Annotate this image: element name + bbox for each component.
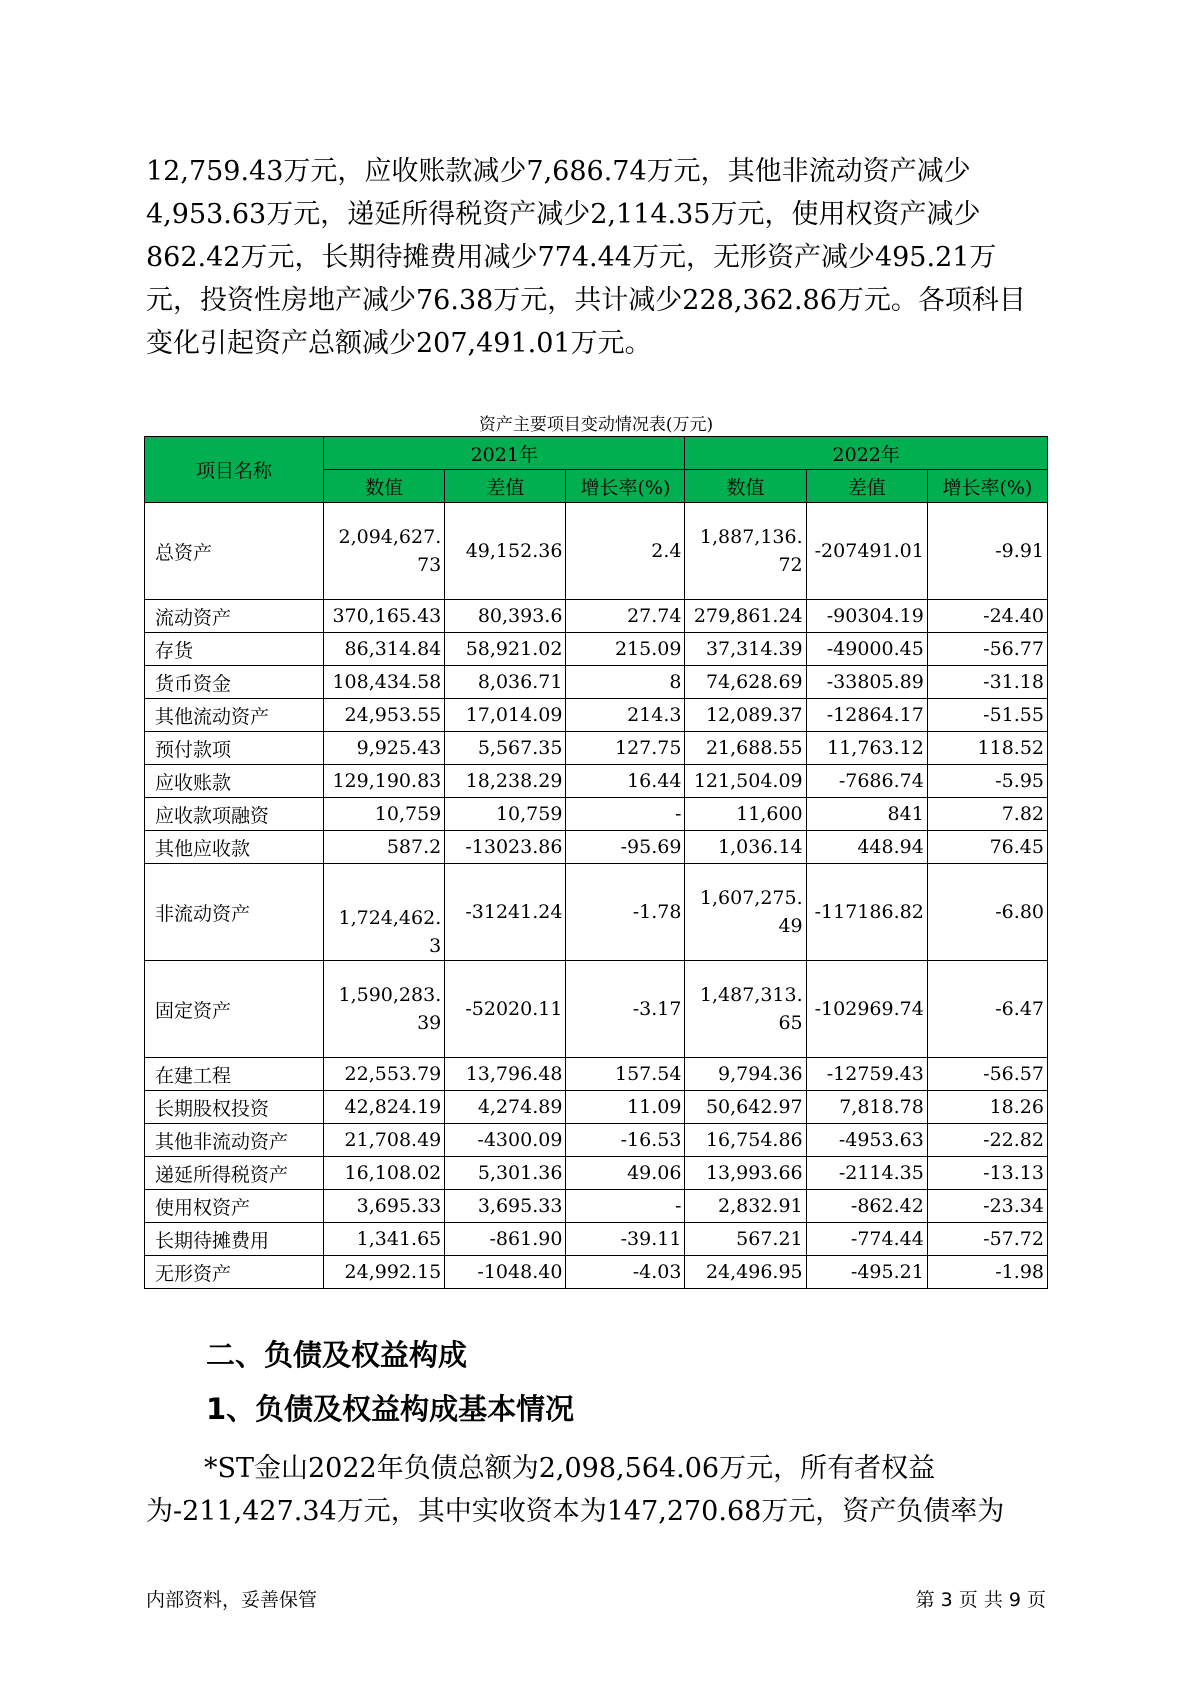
row-item-name: 存货: [145, 633, 324, 666]
row-item-name: 长期待摊费用: [145, 1223, 324, 1256]
cell-value-2021: 42,824.19: [324, 1091, 445, 1124]
cell-value-2022: 11,600: [685, 798, 806, 831]
table-row: [145, 1256, 1048, 1289]
cell-diff-2022: -862.42: [806, 1190, 927, 1223]
cell-value-2021: 24,953.55: [324, 699, 445, 732]
cell-growth-2022: 18.26: [927, 1091, 1047, 1124]
table-row: [145, 732, 1048, 765]
row-item-name: 使用权资产: [145, 1190, 324, 1223]
row-item-name: 其他流动资产: [145, 699, 324, 732]
table-row: [145, 1223, 1048, 1256]
cell-diff-2021: -52020.11: [445, 961, 566, 1058]
cell-growth-2021: 2.4: [566, 503, 685, 600]
cell-diff-2021: -4300.09: [445, 1124, 566, 1157]
row-item-name: 在建工程: [145, 1058, 324, 1091]
table-row: [145, 503, 1048, 600]
header-2022-diff: 差值: [806, 470, 927, 503]
cell-growth-2022: -1.98: [927, 1256, 1047, 1289]
cell-diff-2022: 11,763.12: [806, 732, 927, 765]
cell-diff-2021: -1048.40: [445, 1256, 566, 1289]
row-item-name: 非流动资产: [145, 864, 324, 961]
cell-growth-2022: 118.52: [927, 732, 1047, 765]
cell-diff-2022: -495.21: [806, 1256, 927, 1289]
table-row: [145, 798, 1048, 831]
subsection-heading: 1、负债及权益构成基本情况: [206, 1392, 575, 1426]
cell-growth-2021: 27.74: [566, 600, 685, 633]
cell-growth-2022: -5.95: [927, 765, 1047, 798]
cell-diff-2021: 5,301.36: [445, 1157, 566, 1190]
row-item-name: 应收款项融资: [145, 798, 324, 831]
cell-value-2022: 121,504.09: [685, 765, 806, 798]
cell-growth-2021: -4.03: [566, 1256, 685, 1289]
header-2021-value: 数值: [324, 470, 445, 503]
cell-diff-2021: 80,393.6: [445, 600, 566, 633]
cell-value-2022: 21,688.55: [685, 732, 806, 765]
row-item-name: 预付款项: [145, 732, 324, 765]
cell-diff-2021: 18,238.29: [445, 765, 566, 798]
cell-growth-2022: -51.55: [927, 699, 1047, 732]
cell-value-2021: 22,553.79: [324, 1058, 445, 1091]
row-item-name: 其他非流动资产: [145, 1124, 324, 1157]
intro-paragraph: 12,759.43万元，应收账款减少7,686.74万元，其他非流动资产减少4,953.63万元，递延所得税资产减少2,114.35万元，使用权资产减少862.42万元，长期待摊费用减少774.44万元，无形资产减少495.21万元，投资性房地产减少76.38万元，共计减少228,362.86万元。各项科目变化引起资产总额减少207,491.01万元。: [146, 156, 1026, 359]
cell-diff-2022: -49000.45: [806, 633, 927, 666]
cell-diff-2021: 13,796.48: [445, 1058, 566, 1091]
cell-value-2021: 1,341.65: [324, 1223, 445, 1256]
cell-growth-2021: 214.3: [566, 699, 685, 732]
footer-confidential-note: 内部资料，妥善保管: [146, 1589, 318, 1611]
cell-value-2022: 567.21: [685, 1223, 806, 1256]
asset-change-table: [144, 436, 1048, 1289]
cell-value-2022: 2,832.91: [685, 1190, 806, 1223]
header-2022-value: 数值: [685, 470, 806, 503]
cell-growth-2021: 49.06: [566, 1157, 685, 1190]
cell-value-2021: 370,165.43: [324, 600, 445, 633]
cell-value-2021: 21,708.49: [324, 1124, 445, 1157]
cell-diff-2021: 8,036.71: [445, 666, 566, 699]
cell-growth-2021: 11.09: [566, 1091, 685, 1124]
cell-growth-2022: -23.34: [927, 1190, 1047, 1223]
cell-diff-2022: -102969.74: [806, 961, 927, 1058]
table-row: [145, 1157, 1048, 1190]
cell-value-2021: 10,759: [324, 798, 445, 831]
cell-value-2021: 108,434.58: [324, 666, 445, 699]
cell-diff-2022: -90304.19: [806, 600, 927, 633]
cell-growth-2022: -9.91: [927, 503, 1047, 600]
row-item-name: 无形资产: [145, 1256, 324, 1289]
table-row: [145, 1124, 1048, 1157]
cell-value-2022: 9,794.36: [685, 1058, 806, 1091]
cell-diff-2022: -774.44: [806, 1223, 927, 1256]
cell-growth-2022: -22.82: [927, 1124, 1047, 1157]
cell-diff-2022: 841: [806, 798, 927, 831]
cell-growth-2022: 7.82: [927, 798, 1047, 831]
table-row: [145, 666, 1048, 699]
cell-growth-2021: -95.69: [566, 831, 685, 864]
cell-diff-2022: -4953.63: [806, 1124, 927, 1157]
cell-value-2021: 9,925.43: [324, 732, 445, 765]
cell-growth-2022: -56.57: [927, 1058, 1047, 1091]
cell-diff-2021: -861.90: [445, 1223, 566, 1256]
cell-value-2021: 129,190.83: [324, 765, 445, 798]
bottom-paragraph: *ST金山2022年负债总额为2,098,564.06万元，所有者权益为-211,427.34万元，其中实收资本为147,270.68万元，资产负债率为: [146, 1453, 1005, 1527]
cell-growth-2021: -: [566, 798, 685, 831]
cell-growth-2021: 127.75: [566, 732, 685, 765]
cell-value-2022: 1,036.14: [685, 831, 806, 864]
section-heading: 二、负债及权益构成: [206, 1338, 468, 1372]
cell-growth-2021: -3.17: [566, 961, 685, 1058]
row-item-name: 流动资产: [145, 600, 324, 633]
cell-diff-2022: -7686.74: [806, 765, 927, 798]
cell-growth-2022: -31.18: [927, 666, 1047, 699]
cell-value-2022: 74,628.69: [685, 666, 806, 699]
cell-value-2022: 50,642.97: [685, 1091, 806, 1124]
cell-value-2021: 24,992.15: [324, 1256, 445, 1289]
cell-value-2022: 1,887,136.72: [685, 503, 806, 600]
cell-growth-2021: 215.09: [566, 633, 685, 666]
table-caption: 资产主要项目变动情况表(万元): [478, 415, 714, 435]
cell-value-2021: 1,724,462.3: [324, 864, 445, 961]
cell-diff-2022: -33805.89: [806, 666, 927, 699]
table-row: [145, 1190, 1048, 1223]
cell-growth-2021: 8: [566, 666, 685, 699]
cell-diff-2022: -2114.35: [806, 1157, 927, 1190]
table-row: [145, 1058, 1048, 1091]
header-2021-growth: 增长率(%): [566, 470, 685, 503]
cell-growth-2022: -6.47: [927, 961, 1047, 1058]
cell-value-2021: 3,695.33: [324, 1190, 445, 1223]
cell-diff-2022: -117186.82: [806, 864, 927, 961]
cell-value-2021: 86,314.84: [324, 633, 445, 666]
cell-growth-2021: 16.44: [566, 765, 685, 798]
cell-value-2022: 16,754.86: [685, 1124, 806, 1157]
cell-value-2021: 2,094,627.73: [324, 503, 445, 600]
row-item-name: 递延所得税资产: [145, 1157, 324, 1190]
cell-diff-2022: -207491.01: [806, 503, 927, 600]
cell-diff-2021: 5,567.35: [445, 732, 566, 765]
row-item-name: 其他应收款: [145, 831, 324, 864]
cell-value-2021: 1,590,283.39: [324, 961, 445, 1058]
table-body: [145, 503, 1048, 1289]
cell-value-2022: 24,496.95: [685, 1256, 806, 1289]
cell-value-2022: 1,487,313.65: [685, 961, 806, 1058]
cell-value-2022: 37,314.39: [685, 633, 806, 666]
cell-growth-2021: 157.54: [566, 1058, 685, 1091]
cell-diff-2021: 49,152.36: [445, 503, 566, 600]
cell-diff-2022: 448.94: [806, 831, 927, 864]
table-row: [145, 633, 1048, 666]
header-2022-growth: 增长率(%): [927, 470, 1047, 503]
table-row: [145, 864, 1048, 961]
cell-diff-2022: -12759.43: [806, 1058, 927, 1091]
cell-diff-2021: -13023.86: [445, 831, 566, 864]
table-row: [145, 961, 1048, 1058]
cell-value-2022: 12,089.37: [685, 699, 806, 732]
cell-growth-2022: -24.40: [927, 600, 1047, 633]
table-row: [145, 699, 1048, 732]
cell-growth-2022: -56.77: [927, 633, 1047, 666]
cell-growth-2021: -1.78: [566, 864, 685, 961]
cell-value-2022: 13,993.66: [685, 1157, 806, 1190]
header-year-2022: 2022年: [685, 437, 1048, 470]
table-row: [145, 600, 1048, 633]
cell-diff-2021: 4,274.89: [445, 1091, 566, 1124]
table-row: [145, 1091, 1048, 1124]
row-item-name: 长期股权投资: [145, 1091, 324, 1124]
cell-value-2021: 587.2: [324, 831, 445, 864]
cell-diff-2021: 3,695.33: [445, 1190, 566, 1223]
header-item-name: 项目名称: [145, 437, 324, 503]
cell-growth-2022: -57.72: [927, 1223, 1047, 1256]
cell-value-2022: 1,607,275.49: [685, 864, 806, 961]
table-row: [145, 831, 1048, 864]
cell-diff-2021: 10,759: [445, 798, 566, 831]
cell-growth-2022: -13.13: [927, 1157, 1047, 1190]
cell-growth-2022: -6.80: [927, 864, 1047, 961]
cell-value-2021: 16,108.02: [324, 1157, 445, 1190]
cell-diff-2022: -12864.17: [806, 699, 927, 732]
cell-growth-2021: -39.11: [566, 1223, 685, 1256]
row-item-name: 应收账款: [145, 765, 324, 798]
cell-diff-2022: 7,818.78: [806, 1091, 927, 1124]
cell-growth-2022: 76.45: [927, 831, 1047, 864]
footer-page-number: 第 3 页 共 9 页: [915, 1589, 1046, 1611]
cell-diff-2021: 58,921.02: [445, 633, 566, 666]
row-item-name: 货币资金: [145, 666, 324, 699]
cell-diff-2021: 17,014.09: [445, 699, 566, 732]
header-2021-diff: 差值: [445, 470, 566, 503]
cell-value-2022: 279,861.24: [685, 600, 806, 633]
table-row: [145, 765, 1048, 798]
header-year-2021: 2021年: [324, 437, 685, 470]
cell-growth-2021: -16.53: [566, 1124, 685, 1157]
cell-diff-2021: -31241.24: [445, 864, 566, 961]
cell-growth-2021: -: [566, 1190, 685, 1223]
row-item-name: 总资产: [145, 503, 324, 600]
row-item-name: 固定资产: [145, 961, 324, 1058]
